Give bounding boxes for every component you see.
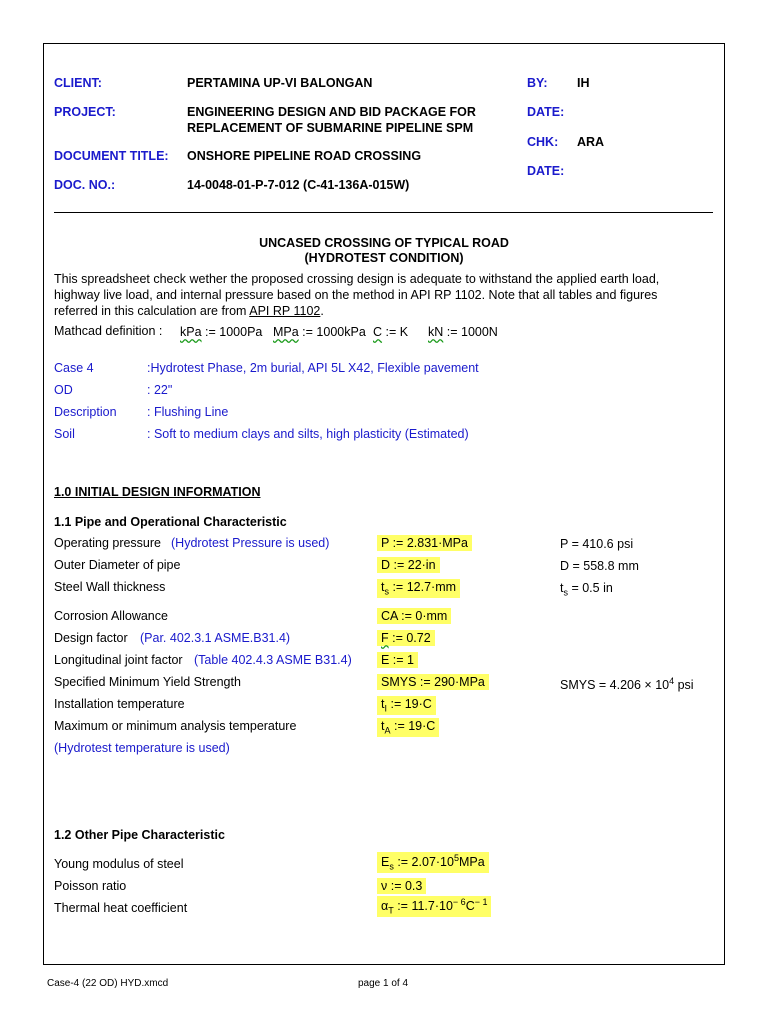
- young-modulus-label: Young modulus of steel: [54, 857, 184, 871]
- wall-thickness-label: Steel Wall thickness: [54, 580, 166, 594]
- doc-title-value: ONSHORE PIPELINE ROAD CROSSING: [187, 149, 422, 163]
- project-label: PROJECT:: [54, 105, 116, 119]
- c-name: C: [373, 325, 383, 339]
- footer-page-number: page 1 of 4: [358, 978, 409, 989]
- smys-result-unit: psi: [674, 678, 694, 693]
- at-rest: := 19·C: [390, 719, 436, 733]
- mathcad-label: Mathcad definition :: [54, 324, 163, 338]
- smys-result-exp: 4: [669, 676, 675, 686]
- smys-result: [560, 676, 694, 692]
- doc-no-label: DOC. NO.:: [54, 178, 116, 192]
- design-factor-label: Design factor: [54, 631, 128, 645]
- section-1-heading: 1.0 INITIAL DESIGN INFORMATION: [54, 485, 261, 499]
- soil-label: Soil: [54, 427, 75, 441]
- by-value: IH: [577, 76, 590, 90]
- design-factor-note: (Par. 402.3.1 ASME.B31.4): [140, 631, 291, 645]
- outer-diameter-expr[interactable]: D := 22·in: [377, 557, 440, 573]
- c-def: := K: [382, 325, 409, 339]
- corrosion-allowance-label: Corrosion Allowance: [54, 609, 168, 623]
- kpa-name: kPa: [180, 325, 202, 339]
- project-value-line2: REPLACEMENT OF SUBMARINE PIPELINE SPM: [187, 121, 474, 135]
- poisson-label: Poisson ratio: [54, 879, 127, 893]
- operating-pressure-result: P = 410.6 psi: [560, 537, 634, 551]
- wall-thickness-expr[interactable]: [377, 579, 460, 598]
- operating-pressure-note: (Hydrotest Pressure is used): [171, 536, 330, 550]
- wt-result-rest: = 0.5 in: [567, 581, 613, 595]
- at-sub: A: [384, 725, 391, 736]
- header-divider: [54, 212, 713, 213]
- smys-expr[interactable]: SMYS := 290·MPa: [377, 674, 489, 690]
- client-label: CLIENT:: [54, 76, 102, 90]
- wall-thickness-rest: := 12.7·mm: [388, 580, 457, 594]
- design-factor-rest: := 0.72: [388, 631, 431, 645]
- design-factor-expr[interactable]: [377, 630, 435, 646]
- wall-thickness-sub: s: [384, 586, 389, 597]
- design-factor-var: F: [381, 631, 389, 645]
- operating-pressure-expr[interactable]: P := 2.831·MPa: [377, 535, 472, 551]
- chk-value: ARA: [577, 135, 605, 149]
- young-exp: 5: [453, 853, 459, 863]
- section-1-2-heading: 1.2 Other Pipe Characteristic: [54, 828, 225, 842]
- date-label-2: DATE:: [527, 164, 565, 178]
- chk-label: CHK:: [527, 135, 559, 149]
- young-var: E: [381, 855, 390, 870]
- outer-diameter-label: Outer Diameter of pipe: [54, 558, 181, 572]
- kn-name: kN: [428, 325, 444, 339]
- at-var: t: [381, 719, 385, 733]
- title-line1: UNCASED CROSSING OF TYPICAL ROAD: [259, 236, 509, 250]
- thermal-exp1: − 6: [452, 897, 466, 907]
- project-value-line1: ENGINEERING DESIGN AND BID PACKAGE FOR: [187, 105, 476, 119]
- smys-label: Specified Minimum Yield Strength: [54, 675, 241, 689]
- mathcad-c: [373, 325, 408, 339]
- young-modulus-expr[interactable]: [377, 852, 489, 873]
- hydrotest-temp-note: (Hydrotest temperature is used): [54, 741, 230, 755]
- poisson-expr[interactable]: ν := 0.3: [377, 878, 426, 894]
- od-label: OD: [54, 383, 73, 397]
- young-mid: := 2.07·10: [393, 855, 454, 870]
- by-label: BY:: [527, 76, 548, 90]
- thermal-coefficient-label: Thermal heat coefficient: [54, 901, 188, 915]
- thermal-var: α: [381, 899, 389, 914]
- mathcad-kn: [428, 325, 498, 339]
- smys-result-main: SMYS = 4.206 × 10: [560, 678, 670, 693]
- installation-temp-expr[interactable]: [377, 696, 436, 715]
- young-unit: MPa: [458, 855, 485, 870]
- thermal-unit: C: [465, 899, 475, 914]
- thermal-coefficient-expr[interactable]: [377, 896, 491, 917]
- wall-thickness-var: t: [381, 580, 385, 594]
- intro-text: This spreadsheet check wether the proposed crossing design is adequate to withstand the applied earth load, highway live load, and internal pressure based on the method in API RP 1102. Note that all tables and figures referred in this calculation are from: [54, 272, 660, 318]
- analysis-temp-label: Maximum or minimum analysis temperature: [54, 719, 297, 733]
- api-link[interactable]: API RP 1102: [249, 304, 321, 318]
- thermal-exp2: − 1: [474, 897, 488, 907]
- soil-value: : Soft to medium clays and silts, high plasticity (Estimated): [147, 427, 469, 441]
- wt-result-var: t: [560, 581, 564, 595]
- intro-end: .: [320, 304, 324, 318]
- od-value: : 22": [147, 383, 173, 397]
- young-sub: s: [389, 861, 394, 872]
- outer-diameter-result: D = 558.8 mm: [560, 559, 639, 573]
- intro-paragraph: [54, 271, 694, 319]
- mpa-name: MPa: [273, 325, 299, 339]
- doc-title-label: DOCUMENT TITLE:: [54, 149, 169, 163]
- thermal-mid: := 11.7·10: [393, 899, 453, 914]
- case-label: Case 4: [54, 361, 94, 375]
- joint-factor-note: (Table 402.4.3 ASME B31.4): [194, 653, 352, 667]
- operating-pressure-label: Operating pressure: [54, 536, 162, 550]
- it-rest: := 19·C: [387, 697, 432, 711]
- joint-factor-expr[interactable]: E := 1: [377, 652, 418, 668]
- title-line2: (HYDROTEST CONDITION): [304, 251, 464, 265]
- it-sub: I: [384, 703, 387, 714]
- installation-temp-label: Installation temperature: [54, 697, 185, 711]
- section-1-1-heading: 1.1 Pipe and Operational Characteristic: [54, 515, 287, 529]
- desc-label: Description: [54, 405, 117, 419]
- kpa-def: := 1000Pa: [201, 325, 263, 339]
- mathcad-mpa: [273, 325, 366, 339]
- desc-value: : Flushing Line: [147, 405, 229, 419]
- doc-no-value: 14-0048-01-P-7-012 (C-41-136A-015W): [187, 178, 410, 192]
- client-value: PERTAMINA UP-VI BALONGAN: [187, 76, 373, 90]
- it-var: t: [381, 697, 385, 711]
- analysis-temp-expr[interactable]: [377, 718, 439, 737]
- case-value: :Hydrotest Phase, 2m burial, API 5L X42, Flexible pavement: [147, 361, 479, 375]
- wall-thickness-result: [560, 581, 613, 598]
- mathcad-kpa: [180, 325, 262, 339]
- date-label-1: DATE:: [527, 105, 565, 119]
- corrosion-allowance-expr[interactable]: CA := 0·mm: [377, 608, 451, 624]
- kn-def: := 1000N: [443, 325, 498, 339]
- wt-result-sub: s: [563, 587, 568, 598]
- footer-filename: Case-4 (22 OD) HYD.xmcd: [47, 978, 169, 989]
- mpa-def: := 1000kPa: [298, 325, 366, 339]
- joint-factor-label: Longitudinal joint factor: [54, 653, 183, 667]
- thermal-sub: T: [388, 905, 394, 916]
